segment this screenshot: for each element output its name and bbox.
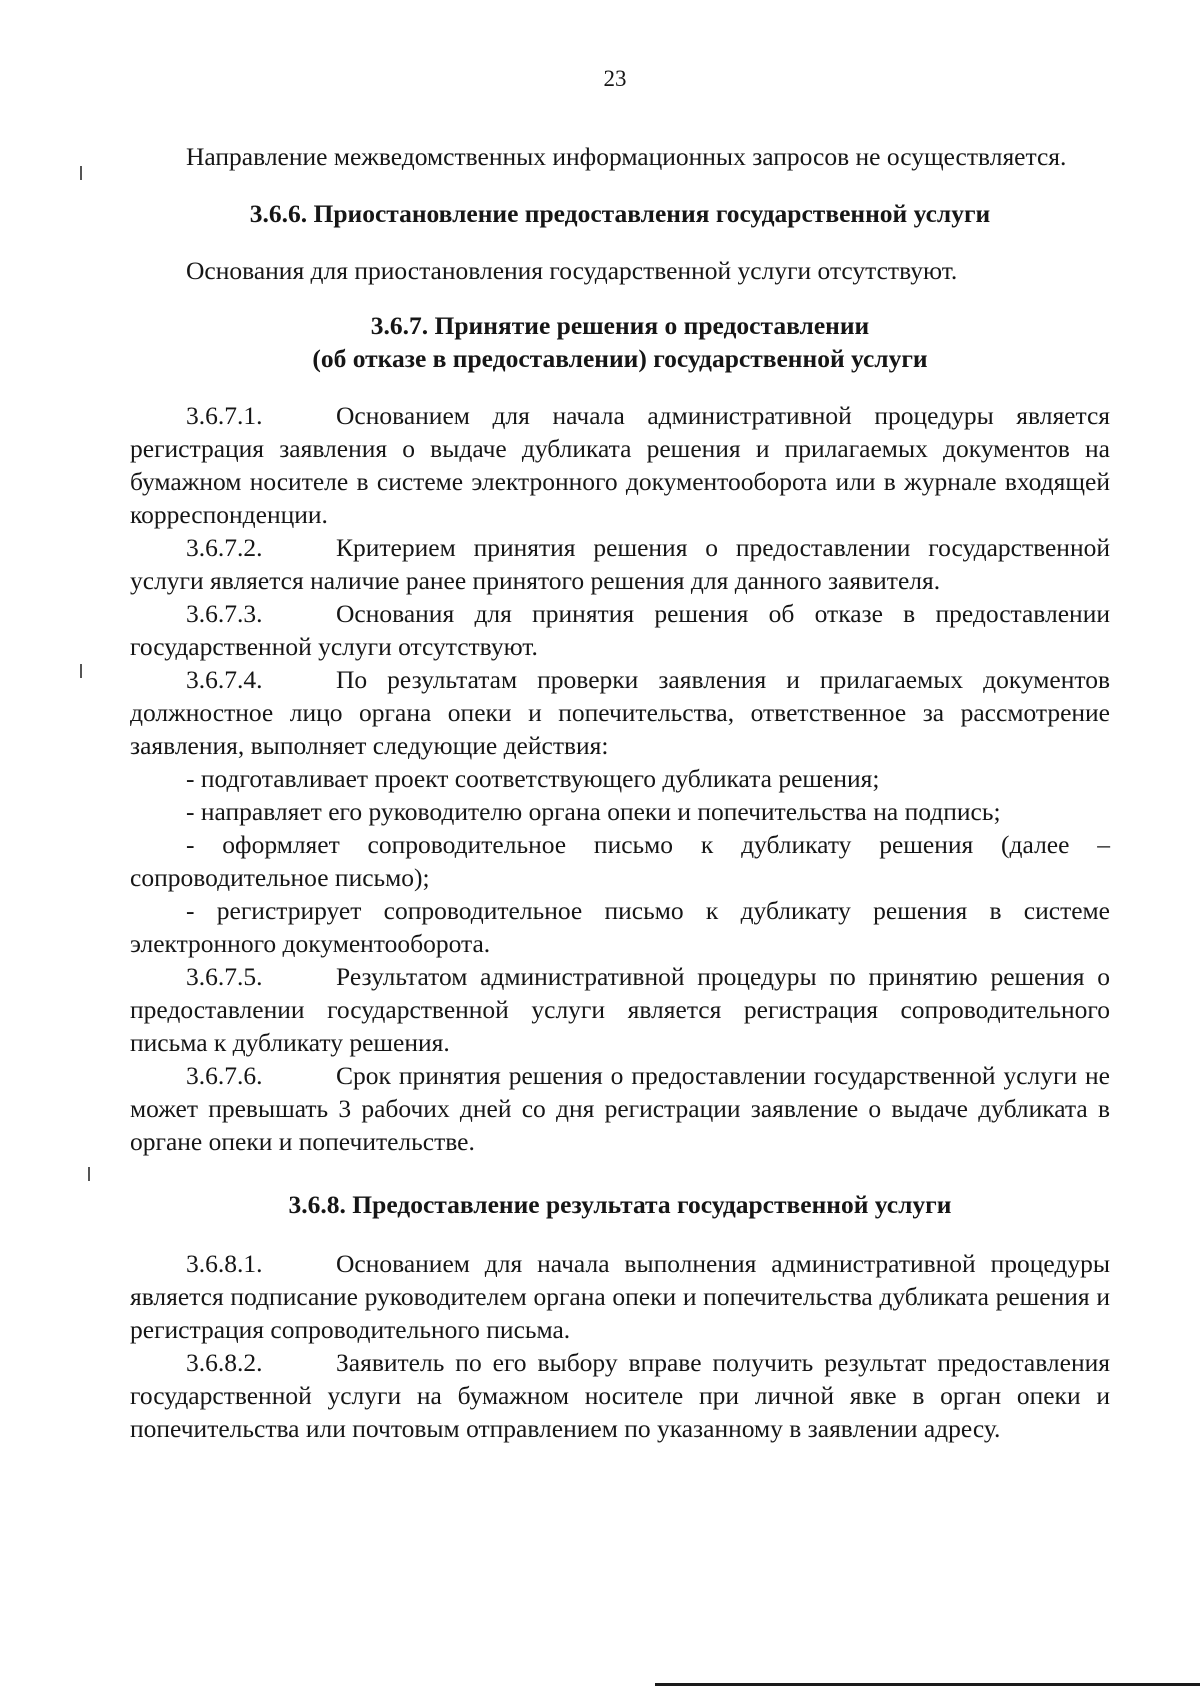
clause-3-6-7-5	[130, 960, 1110, 1059]
margin-mark	[88, 1167, 90, 1181]
clause-3-6-7-2	[130, 531, 1110, 597]
clause-number: 3.6.8.1.	[186, 1249, 263, 1278]
clause-number: 3.6.7.4.	[186, 665, 263, 694]
clause-text: Результатом административной процедуры по принятию решения о предоставлении государственной услуги является регистрация сопроводительного письма к дубликату решения.	[130, 962, 1110, 1057]
clause-text: Срок принятия решения о предоставлении государственной услуги не может превышать 3 рабочих дней со дня регистрации заявление о выдаче дубликата в органе опеки и попечительстве.	[130, 1061, 1110, 1156]
clause-number: 3.6.7.3.	[186, 599, 263, 628]
action-bullet: - регистрирует сопроводительное письмо к дубликату решения в системе электронного документооборота.	[130, 896, 1110, 958]
section-3-6-6-text: Основания для приостановления государственной услуги отсутствуют.	[186, 256, 958, 285]
clause-number: 3.6.7.1.	[186, 401, 263, 430]
clause-number: 3.6.7.6.	[186, 1061, 263, 1090]
margin-mark	[80, 664, 82, 678]
clause-text: Заявитель по его выбору вправе получить результат предоставления государственной услуги на бумажном носителе при личной явке в орган опеки и попечительства или почтовым отправлением по указанному в заявлении адресу.	[130, 1348, 1110, 1443]
section-3-6-6-title: 3.6.6. Приостановление предоставления государственной услуги	[249, 199, 991, 228]
clause-3-6-7-6	[130, 1059, 1110, 1158]
page-number: 23	[603, 66, 627, 91]
document-body	[130, 140, 1110, 1445]
clause-3-6-8-1	[130, 1247, 1110, 1346]
clause-text: Основанием для начала выполнения административной процедуры является подписание руководителем органа опеки и попечительства дубликата решения и регистрация сопроводительного письма.	[130, 1249, 1110, 1344]
clause-3-6-7-4	[130, 663, 1110, 762]
bottom-scan-edge	[655, 1683, 1200, 1686]
clause-3-6-8-2	[130, 1346, 1110, 1445]
clause-text: Критерием принятия решения о предоставлении государственной услуги является наличие ранее принятого решения для данного заявителя.	[130, 533, 1110, 595]
clause-number: 3.6.8.2.	[186, 1348, 263, 1377]
clause-text: Основанием для начала административной процедуры является регистрация заявления о выдаче дубликата решения и прилагаемых документов на бумажном носителе в системе электронного документооборота или в журнале входящей корреспонденции.	[130, 401, 1110, 529]
clause-number: 3.6.7.5.	[186, 962, 263, 991]
clause-3-6-7-3	[130, 597, 1110, 663]
section-3-6-7-title-line2: (об отказе в предоставлении) государственной услуги	[312, 344, 928, 373]
clause-number: 3.6.7.2.	[186, 533, 263, 562]
section-3-6-8-title: 3.6.8. Предоставление результата государственной услуги	[288, 1190, 952, 1219]
margin-mark	[80, 166, 82, 180]
intro-paragraph: Направление межведомственных информационных запросов не осуществляется.	[186, 142, 1067, 171]
clause-text: По результатам проверки заявления и прилагаемых документов должностное лицо органа опеки и попечительства, ответственное за рассмотрение заявления, выполняет следующие действия:	[130, 665, 1110, 760]
section-3-6-7-title	[130, 309, 1110, 375]
clause-3-6-7-1	[130, 399, 1110, 531]
action-bullet: - подготавливает проект соответствующего дубликата решения;	[186, 764, 880, 793]
action-bullet: - направляет его руководителю органа опеки и попечительства на подпись;	[186, 797, 1001, 826]
action-bullet: - оформляет сопроводительное письмо к дубликату решения (далее – сопроводительное письмо);	[130, 830, 1110, 892]
section-3-6-7-title-line1: 3.6.7. Принятие решения о предоставлении	[370, 311, 870, 340]
clause-text: Основания для принятия решения об отказе в предоставлении государственной услуги отсутствуют.	[130, 599, 1110, 661]
